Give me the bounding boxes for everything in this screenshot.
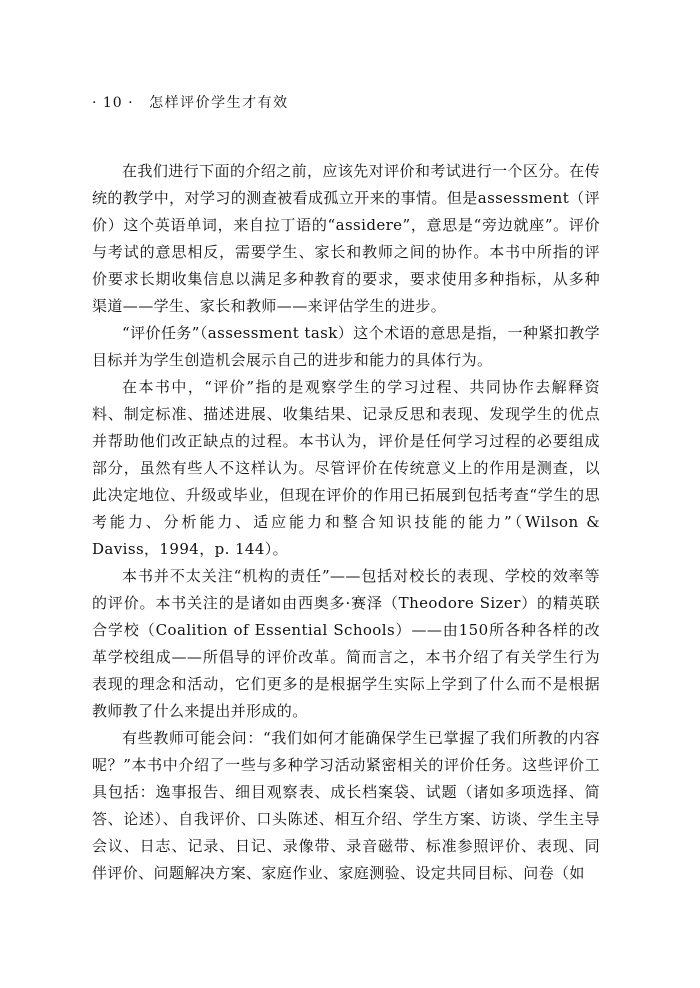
paragraph-institutional-accountability: 本书并不太关注“机构的责任”——包括对校长的表现、学校的效率等的评价。本书关注的是诸如由西奥多·赛泽（Theodore Sizer）的精英联合学校（Coalition of Essential Schools）——由150所各种各样的改革学校组成——所倡导的评价改革。简而言之，本书介绍了有关学生行为表现的理念和活动，它们更多的是根据学生实际上学到了什么而不是根据教师教了什么来提出并形成的。 (92, 567, 600, 720)
body-text (92, 158, 600, 887)
paragraph-assessment-tools: 有些教师可能会问：“我们如何才能确保学生已掌握了我们所教的内容呢？”本书中介绍了一些与多种学习活动紧密相关的评价任务。这些评价工具包括：逸事报告、细目观察表、成长档案袋、试题（诸如多项选择、简答、论述）、自我评价、口头陈述、相互介绍、学生方案、访谈、学生主导会议、日志、记录、日记、录像带、录音磁带、标准参照评价、表现、同伴评价、问题解决方案、家庭作业、家庭测验、设定共同目标、问卷（如 (92, 729, 600, 882)
paragraph-assessment-process: 在本书中，“评价”指的是观察学生的学习过程、共同协作去解释资料、制定标准、描述进展、收集结果、记录反思和表现、发现学生的优点并帮助他们改正缺点的过程。本书认为，评价是任何学习过程的必要组成部分，虽然有些人不这样认为。尽管评价在传统意义上的作用是测查，以此决定地位、升级或毕业，但现在评价的作用已拓展到包括考查“学生的思考能力、分析能力、适应能力和整合知识技能的能力”（Wilson & Daviss，1994，p. 144）。 (92, 378, 600, 558)
paragraph-assessment-definition: 在我们进行下面的介绍之前，应该先对评价和考试进行一个区分。在传统的教学中，对学习的测查被看成孤立开来的事情。但是assessment（评价）这个英语单词，来自拉丁语的“assidere”，意思是“旁边就座”。评价与考试的意思相反，需要学生、家长和教师之间的协作。本书中所指的评价要求长期收集信息以满足多种教育的要求，要求使用多种指标，从多种渠道——学生、家长和教师——来评估学生的进步。 (92, 162, 600, 315)
paragraph-assessment-task: “评价任务”（assessment task）这个术语的意思是指，一种紧扣教学目标并为学生创造机会展示自己的进步和能力的具体行为。 (92, 324, 600, 369)
page-number: · 10 · (92, 95, 134, 111)
book-title: 怎样评价学生才有效 (149, 95, 289, 111)
running-header (92, 92, 289, 112)
